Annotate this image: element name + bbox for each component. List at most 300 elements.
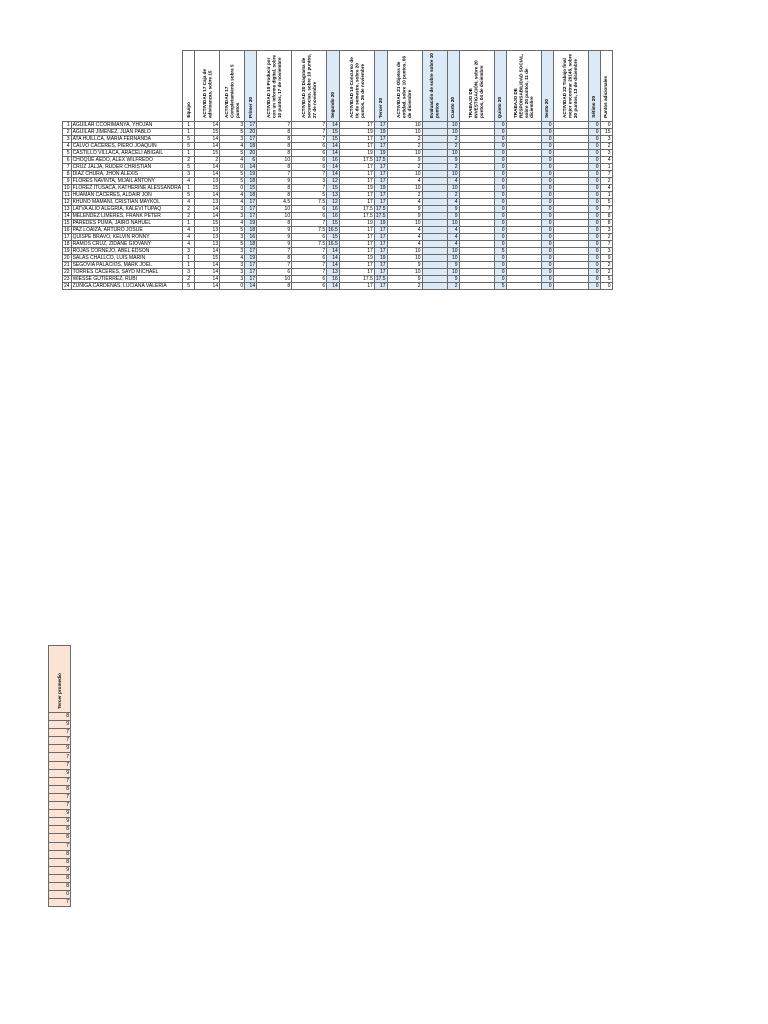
score-cell[interactable]: 14 xyxy=(195,213,220,220)
score-cell[interactable]: 6 xyxy=(257,269,292,276)
score-cell[interactable] xyxy=(459,206,494,213)
average-cell[interactable]: 9 xyxy=(49,721,71,729)
score-cell[interactable]: 17 xyxy=(339,262,374,269)
score-cell[interactable]: 17 xyxy=(339,143,374,150)
score-cell[interactable]: 2 xyxy=(183,206,195,213)
score-cell[interactable] xyxy=(553,213,588,220)
score-cell[interactable]: 4 xyxy=(220,199,245,206)
student-name[interactable]: HUAMAN CACERES, ALDAIR JON xyxy=(71,192,183,199)
score-cell[interactable]: 2 xyxy=(387,143,422,150)
average-cell[interactable]: 8 xyxy=(49,874,71,882)
score-cell[interactable]: 1 xyxy=(183,129,195,136)
score-cell[interactable] xyxy=(553,192,588,199)
score-cell[interactable]: 10 xyxy=(387,220,422,227)
score-cell[interactable] xyxy=(459,136,494,143)
score-cell[interactable]: 4 xyxy=(387,227,422,234)
score-cell[interactable]: 2 xyxy=(387,164,422,171)
score-cell[interactable]: 0 xyxy=(588,220,600,227)
score-cell[interactable]: 18 xyxy=(245,192,257,199)
average-cell[interactable]: 9 xyxy=(49,818,71,826)
score-cell[interactable] xyxy=(553,129,588,136)
score-cell[interactable]: 0 xyxy=(494,269,506,276)
score-cell[interactable]: 14 xyxy=(327,122,340,129)
student-name[interactable]: KHUNO MAMANI, CRISTIAN MAYKOL xyxy=(71,199,183,206)
score-cell[interactable]: 0 xyxy=(541,164,553,171)
score-cell[interactable]: 14 xyxy=(327,255,340,262)
score-cell[interactable] xyxy=(506,157,541,164)
score-cell[interactable]: 0 xyxy=(541,213,553,220)
score-cell[interactable] xyxy=(422,227,447,234)
score-cell[interactable]: 3 xyxy=(220,122,245,129)
score-cell[interactable] xyxy=(459,241,494,248)
score-cell[interactable]: 3 xyxy=(183,269,195,276)
score-cell[interactable]: 0 xyxy=(541,220,553,227)
score-cell[interactable] xyxy=(459,227,494,234)
score-cell[interactable]: 5 xyxy=(494,283,506,290)
score-cell[interactable]: 2 xyxy=(387,192,422,199)
score-cell[interactable] xyxy=(553,220,588,227)
row-number[interactable]: 22 xyxy=(64,269,70,275)
score-cell[interactable] xyxy=(422,150,447,157)
score-cell[interactable]: 19 xyxy=(339,129,374,136)
student-name[interactable]: CALVO CACERES, PIERO JOAQUIN xyxy=(71,143,183,150)
score-cell[interactable]: 2 xyxy=(387,136,422,143)
score-cell[interactable] xyxy=(459,164,494,171)
row-number[interactable]: 7 xyxy=(63,164,72,171)
score-cell[interactable]: 4 xyxy=(447,234,459,241)
score-cell[interactable]: 9 xyxy=(447,206,459,213)
score-cell[interactable]: 15 xyxy=(600,129,612,136)
score-cell[interactable]: 0 xyxy=(588,143,600,150)
average-cell[interactable]: 7 xyxy=(49,842,71,850)
score-cell[interactable] xyxy=(459,171,494,178)
score-cell[interactable]: 6 xyxy=(245,157,257,164)
score-cell[interactable]: 4 xyxy=(600,157,612,164)
score-cell[interactable]: 15 xyxy=(195,129,220,136)
score-cell[interactable]: 0 xyxy=(588,164,600,171)
score-cell[interactable]: 19 xyxy=(374,220,387,227)
score-cell[interactable]: 19 xyxy=(245,255,257,262)
score-cell[interactable] xyxy=(553,164,588,171)
score-cell[interactable]: 17.5 xyxy=(339,206,374,213)
score-cell[interactable]: 10 xyxy=(257,157,292,164)
score-cell[interactable]: 10 xyxy=(257,213,292,220)
score-cell[interactable]: 15 xyxy=(327,220,340,227)
score-cell[interactable]: 10 xyxy=(387,255,422,262)
score-cell[interactable]: 4 xyxy=(447,178,459,185)
score-cell[interactable]: 6 xyxy=(292,283,327,290)
score-cell[interactable]: 15 xyxy=(327,185,340,192)
row-number[interactable]: 14 xyxy=(64,213,70,219)
score-cell[interactable] xyxy=(422,283,447,290)
score-cell[interactable]: 10 xyxy=(447,129,459,136)
score-cell[interactable]: 15 xyxy=(245,185,257,192)
score-cell[interactable]: 17 xyxy=(374,199,387,206)
score-cell[interactable]: 13 xyxy=(327,269,340,276)
row-number[interactable]: 24 xyxy=(64,283,70,289)
score-cell[interactable] xyxy=(553,248,588,255)
score-cell[interactable]: 2 xyxy=(447,164,459,171)
score-cell[interactable]: 0 xyxy=(588,178,600,185)
score-cell[interactable]: 0 xyxy=(494,143,506,150)
score-cell[interactable] xyxy=(459,192,494,199)
score-cell[interactable] xyxy=(422,143,447,150)
score-cell[interactable]: 17 xyxy=(245,206,257,213)
score-cell[interactable] xyxy=(553,199,588,206)
score-cell[interactable]: 19 xyxy=(245,220,257,227)
score-cell[interactable]: 8 xyxy=(257,143,292,150)
average-cell[interactable]: 7 xyxy=(49,729,71,737)
score-cell[interactable]: 6 xyxy=(292,213,327,220)
score-cell[interactable]: 17 xyxy=(339,199,374,206)
average-cell[interactable]: 7 xyxy=(49,793,71,801)
row-number[interactable]: 15 xyxy=(64,220,70,226)
score-cell[interactable] xyxy=(459,276,494,283)
score-cell[interactable] xyxy=(422,199,447,206)
score-cell[interactable]: 17 xyxy=(339,122,374,129)
row-number[interactable]: 17 xyxy=(64,234,70,240)
score-cell[interactable]: 7.5 xyxy=(292,199,327,206)
score-cell[interactable] xyxy=(506,129,541,136)
score-cell[interactable]: 0 xyxy=(494,276,506,283)
score-cell[interactable]: 17 xyxy=(374,269,387,276)
score-cell[interactable]: 7 xyxy=(292,136,327,143)
score-cell[interactable]: 15 xyxy=(195,185,220,192)
score-cell[interactable]: 4 xyxy=(183,178,195,185)
score-cell[interactable]: 19 xyxy=(374,150,387,157)
score-cell[interactable]: 6 xyxy=(292,206,327,213)
score-cell[interactable] xyxy=(422,234,447,241)
score-cell[interactable]: 19 xyxy=(374,185,387,192)
score-cell[interactable]: 17 xyxy=(374,234,387,241)
score-cell[interactable] xyxy=(506,234,541,241)
score-cell[interactable]: 5 xyxy=(220,178,245,185)
score-cell[interactable]: 2 xyxy=(183,157,195,164)
score-cell[interactable]: 16.5 xyxy=(328,241,338,247)
score-cell[interactable] xyxy=(506,136,541,143)
row-number[interactable]: 11 xyxy=(64,192,70,198)
row-number[interactable]: 10 xyxy=(64,185,70,191)
score-cell[interactable]: 3 xyxy=(600,227,612,234)
score-cell[interactable] xyxy=(553,150,588,157)
score-cell[interactable]: 17 xyxy=(245,136,257,143)
score-cell[interactable] xyxy=(422,241,447,248)
score-cell[interactable]: 16 xyxy=(327,276,340,283)
average-cell[interactable]: 8 xyxy=(49,850,71,858)
score-cell[interactable]: 16.5 xyxy=(328,227,338,233)
score-cell[interactable]: 7 xyxy=(600,206,612,213)
average-cell[interactable]: 9 xyxy=(49,810,71,818)
score-cell[interactable]: 0 xyxy=(494,213,506,220)
score-cell[interactable]: 3 xyxy=(220,213,245,220)
score-cell[interactable]: 9 xyxy=(387,206,422,213)
score-cell[interactable]: 10 xyxy=(447,248,459,255)
score-cell[interactable]: 17.5 xyxy=(375,157,386,163)
score-cell[interactable]: 2 xyxy=(600,143,612,150)
score-cell[interactable]: 7 xyxy=(257,262,292,269)
score-cell[interactable]: 7 xyxy=(292,171,327,178)
score-cell[interactable]: 2 xyxy=(387,283,422,290)
score-cell[interactable]: 14 xyxy=(195,283,220,290)
score-cell[interactable]: 2 xyxy=(600,234,612,241)
row-number[interactable]: 12 xyxy=(64,199,70,205)
score-cell[interactable]: 0 xyxy=(541,234,553,241)
score-cell[interactable]: 1 xyxy=(600,192,612,199)
student-name[interactable]: TORRES CACERES, SAYD MICHAEL xyxy=(71,269,183,276)
score-cell[interactable]: 4 xyxy=(447,199,459,206)
score-cell[interactable]: 17 xyxy=(374,178,387,185)
score-cell[interactable]: 7 xyxy=(257,122,292,129)
row-number[interactable]: 3 xyxy=(63,136,72,143)
score-cell[interactable]: 9 xyxy=(257,234,292,241)
score-cell[interactable]: 17 xyxy=(374,283,387,290)
score-cell[interactable]: 0 xyxy=(541,185,553,192)
score-cell[interactable]: 0 xyxy=(541,150,553,157)
score-cell[interactable]: 9 xyxy=(257,241,292,248)
student-name[interactable]: ATA HUILLCA, MARIA FERNANDA xyxy=(71,136,183,143)
score-cell[interactable]: 5 xyxy=(292,192,327,199)
score-cell[interactable]: 10 xyxy=(447,185,459,192)
score-cell[interactable]: 2 xyxy=(600,178,612,185)
score-cell[interactable]: 9 xyxy=(387,157,422,164)
score-cell[interactable]: 17 xyxy=(339,241,374,248)
score-cell[interactable]: 1 xyxy=(600,164,612,171)
score-cell[interactable] xyxy=(459,248,494,255)
score-cell[interactable]: 5 xyxy=(600,199,612,206)
score-cell[interactable]: 17 xyxy=(374,143,387,150)
score-cell[interactable] xyxy=(422,276,447,283)
score-cell[interactable]: 17 xyxy=(339,192,374,199)
score-cell[interactable]: 0 xyxy=(494,157,506,164)
score-cell[interactable]: 7.5 xyxy=(292,241,327,248)
average-cell[interactable]: 8 xyxy=(49,826,71,834)
score-cell[interactable]: 17 xyxy=(339,136,374,143)
score-cell[interactable]: 3 xyxy=(220,136,245,143)
score-cell[interactable]: 4 xyxy=(220,220,245,227)
score-cell[interactable]: 19 xyxy=(374,129,387,136)
score-cell[interactable]: 14 xyxy=(195,192,220,199)
score-cell[interactable] xyxy=(506,241,541,248)
score-cell[interactable]: 1 xyxy=(183,220,195,227)
score-cell[interactable] xyxy=(506,192,541,199)
score-cell[interactable]: 17 xyxy=(245,262,257,269)
score-cell[interactable]: 4 xyxy=(183,234,195,241)
average-cell[interactable]: 8 xyxy=(49,785,71,793)
score-cell[interactable] xyxy=(459,178,494,185)
score-cell[interactable]: 18 xyxy=(245,143,257,150)
score-cell[interactable]: 15 xyxy=(327,234,340,241)
score-cell[interactable]: 10 xyxy=(387,269,422,276)
score-cell[interactable]: 17.5 xyxy=(339,157,374,164)
score-cell[interactable]: 17 xyxy=(339,171,374,178)
score-cell[interactable]: 3 xyxy=(600,136,612,143)
score-cell[interactable]: 5 xyxy=(220,227,245,234)
score-cell[interactable]: 14 xyxy=(327,283,340,290)
score-cell[interactable] xyxy=(506,122,541,129)
score-cell[interactable]: 0 xyxy=(541,276,553,283)
score-cell[interactable] xyxy=(422,248,447,255)
score-cell[interactable]: 14 xyxy=(195,164,220,171)
score-cell[interactable]: 4 xyxy=(387,178,422,185)
score-cell[interactable]: 5 xyxy=(183,143,195,150)
average-cell[interactable]: 9 xyxy=(49,745,71,753)
score-cell[interactable]: 19 xyxy=(339,220,374,227)
score-cell[interactable]: 1 xyxy=(183,185,195,192)
score-cell[interactable] xyxy=(553,283,588,290)
score-cell[interactable]: 0 xyxy=(494,136,506,143)
score-cell[interactable]: 14 xyxy=(195,248,220,255)
score-cell[interactable] xyxy=(459,143,494,150)
score-cell[interactable]: 2 xyxy=(183,276,195,283)
score-cell[interactable]: 17 xyxy=(339,164,374,171)
score-cell[interactable]: 13 xyxy=(195,178,220,185)
score-cell[interactable]: 8 xyxy=(600,213,612,220)
score-cell[interactable]: 17 xyxy=(339,227,374,234)
student-name[interactable]: RAMOS CRUZ, ZIDANE GIOVANY xyxy=(71,241,183,248)
score-cell[interactable]: 0 xyxy=(220,283,245,290)
score-cell[interactable]: 13 xyxy=(327,192,340,199)
score-cell[interactable]: 8 xyxy=(257,185,292,192)
score-cell[interactable]: 8 xyxy=(257,283,292,290)
average-cell[interactable]: 7 xyxy=(49,899,71,907)
score-cell[interactable]: 3 xyxy=(220,262,245,269)
row-number[interactable]: 9 xyxy=(63,178,72,185)
score-cell[interactable]: 17 xyxy=(245,269,257,276)
score-cell[interactable]: 1 xyxy=(183,122,195,129)
student-name[interactable]: DIAZ CHURA, JHON ALEXIS xyxy=(71,171,183,178)
score-cell[interactable] xyxy=(553,178,588,185)
score-cell[interactable]: 17 xyxy=(374,227,387,234)
student-name[interactable]: LATVA ALIO ALEGRIA, KALEVI TUPAQ xyxy=(71,206,183,213)
score-cell[interactable]: 17 xyxy=(339,234,374,241)
score-cell[interactable]: 0 xyxy=(588,276,600,283)
score-cell[interactable] xyxy=(506,262,541,269)
score-cell[interactable]: 4 xyxy=(183,199,195,206)
score-cell[interactable]: 0 xyxy=(541,122,553,129)
student-name[interactable]: WIESSE GUTIERREZ, RUBI xyxy=(71,276,183,283)
student-name[interactable]: PAZ LOAIZA, ARTURO JOSUE xyxy=(71,227,183,234)
score-cell[interactable]: 6 xyxy=(292,234,327,241)
score-cell[interactable] xyxy=(506,143,541,150)
score-cell[interactable] xyxy=(506,255,541,262)
score-cell[interactable]: 8 xyxy=(600,220,612,227)
score-cell[interactable]: 5 xyxy=(183,164,195,171)
student-name[interactable]: QUISPE BRAVO, KELVIN RONNY xyxy=(71,234,183,241)
student-name[interactable]: ROJAS CORNEJO, ABEL EDSON xyxy=(71,248,183,255)
score-cell[interactable] xyxy=(506,248,541,255)
score-cell[interactable]: 0 xyxy=(541,269,553,276)
score-cell[interactable]: 4 xyxy=(220,143,245,150)
average-cell[interactable]: 9 xyxy=(49,866,71,874)
score-cell[interactable]: 14 xyxy=(195,206,220,213)
score-cell[interactable]: 7.5 xyxy=(292,227,327,234)
row-number[interactable]: 5 xyxy=(63,150,72,157)
score-cell[interactable]: 7 xyxy=(292,122,327,129)
score-cell[interactable]: 6 xyxy=(292,164,327,171)
score-cell[interactable]: 0 xyxy=(541,283,553,290)
score-cell[interactable]: 5 xyxy=(183,136,195,143)
score-cell[interactable]: 10 xyxy=(387,185,422,192)
score-cell[interactable] xyxy=(422,206,447,213)
score-cell[interactable]: 0 xyxy=(588,129,600,136)
score-cell[interactable]: 17.5 xyxy=(375,276,386,282)
row-number[interactable]: 16 xyxy=(64,227,70,233)
score-cell[interactable]: 9 xyxy=(447,157,459,164)
score-cell[interactable]: 7 xyxy=(600,241,612,248)
score-cell[interactable]: 17.5 xyxy=(375,206,386,212)
score-cell[interactable]: 17.5 xyxy=(339,276,374,283)
score-cell[interactable]: 14 xyxy=(195,269,220,276)
row-number[interactable]: 20 xyxy=(64,255,70,261)
score-cell[interactable]: 8 xyxy=(257,150,292,157)
score-cell[interactable]: 0 xyxy=(220,185,245,192)
score-cell[interactable]: 10 xyxy=(387,171,422,178)
score-cell[interactable] xyxy=(422,192,447,199)
score-cell[interactable]: 0 xyxy=(588,213,600,220)
score-cell[interactable]: 10 xyxy=(447,269,459,276)
score-cell[interactable]: 10 xyxy=(387,248,422,255)
score-cell[interactable]: 7 xyxy=(257,171,292,178)
row-number[interactable]: 1 xyxy=(63,122,72,129)
score-cell[interactable] xyxy=(553,171,588,178)
score-cell[interactable]: 0 xyxy=(541,129,553,136)
score-cell[interactable]: 14 xyxy=(327,164,340,171)
score-cell[interactable]: 3 xyxy=(600,248,612,255)
score-cell[interactable]: 19 xyxy=(245,171,257,178)
score-cell[interactable]: 0 xyxy=(588,206,600,213)
row-number[interactable]: 23 xyxy=(64,276,70,282)
score-cell[interactable]: 3 xyxy=(183,248,195,255)
score-cell[interactable]: 14 xyxy=(327,171,340,178)
score-cell[interactable]: 1 xyxy=(183,262,195,269)
student-name[interactable]: AGUILAR JIMENEZ, JUAN PABLO xyxy=(71,129,183,136)
score-cell[interactable]: 3 xyxy=(220,269,245,276)
score-cell[interactable] xyxy=(459,199,494,206)
score-cell[interactable]: 0 xyxy=(588,269,600,276)
score-cell[interactable]: 0 xyxy=(600,122,612,129)
score-cell[interactable] xyxy=(422,164,447,171)
score-cell[interactable]: 8 xyxy=(257,129,292,136)
score-cell[interactable]: 0 xyxy=(541,241,553,248)
score-cell[interactable]: 4 xyxy=(220,157,245,164)
score-cell[interactable]: 0 xyxy=(494,220,506,227)
student-name[interactable]: ZUÑIGA CARDENAS, LUCIANA VALERIA xyxy=(71,283,183,290)
score-cell[interactable]: 0 xyxy=(220,164,245,171)
average-cell[interactable]: 7 xyxy=(49,737,71,745)
score-cell[interactable]: 3 xyxy=(220,206,245,213)
score-cell[interactable]: 9 xyxy=(387,276,422,283)
score-cell[interactable]: 14 xyxy=(195,171,220,178)
average-cell[interactable]: 0 xyxy=(49,891,71,899)
score-cell[interactable] xyxy=(459,255,494,262)
score-cell[interactable]: 4 xyxy=(387,199,422,206)
score-cell[interactable]: 0 xyxy=(494,206,506,213)
row-number[interactable]: 4 xyxy=(63,143,72,150)
score-cell[interactable]: 0 xyxy=(588,157,600,164)
score-cell[interactable]: 17 xyxy=(245,199,257,206)
score-cell[interactable]: 3 xyxy=(220,234,245,241)
score-cell[interactable]: 17 xyxy=(374,122,387,129)
score-cell[interactable]: 7 xyxy=(292,269,327,276)
student-name[interactable]: FLOREZ ITUSACA, KATHERINE ALESSANDRA xyxy=(72,185,182,191)
score-cell[interactable]: 7 xyxy=(257,248,292,255)
score-cell[interactable]: 9 xyxy=(447,276,459,283)
score-cell[interactable]: 4 xyxy=(447,241,459,248)
score-cell[interactable]: 3 xyxy=(292,178,327,185)
score-cell[interactable]: 5 xyxy=(183,283,195,290)
score-cell[interactable] xyxy=(422,157,447,164)
score-cell[interactable]: 10 xyxy=(447,255,459,262)
